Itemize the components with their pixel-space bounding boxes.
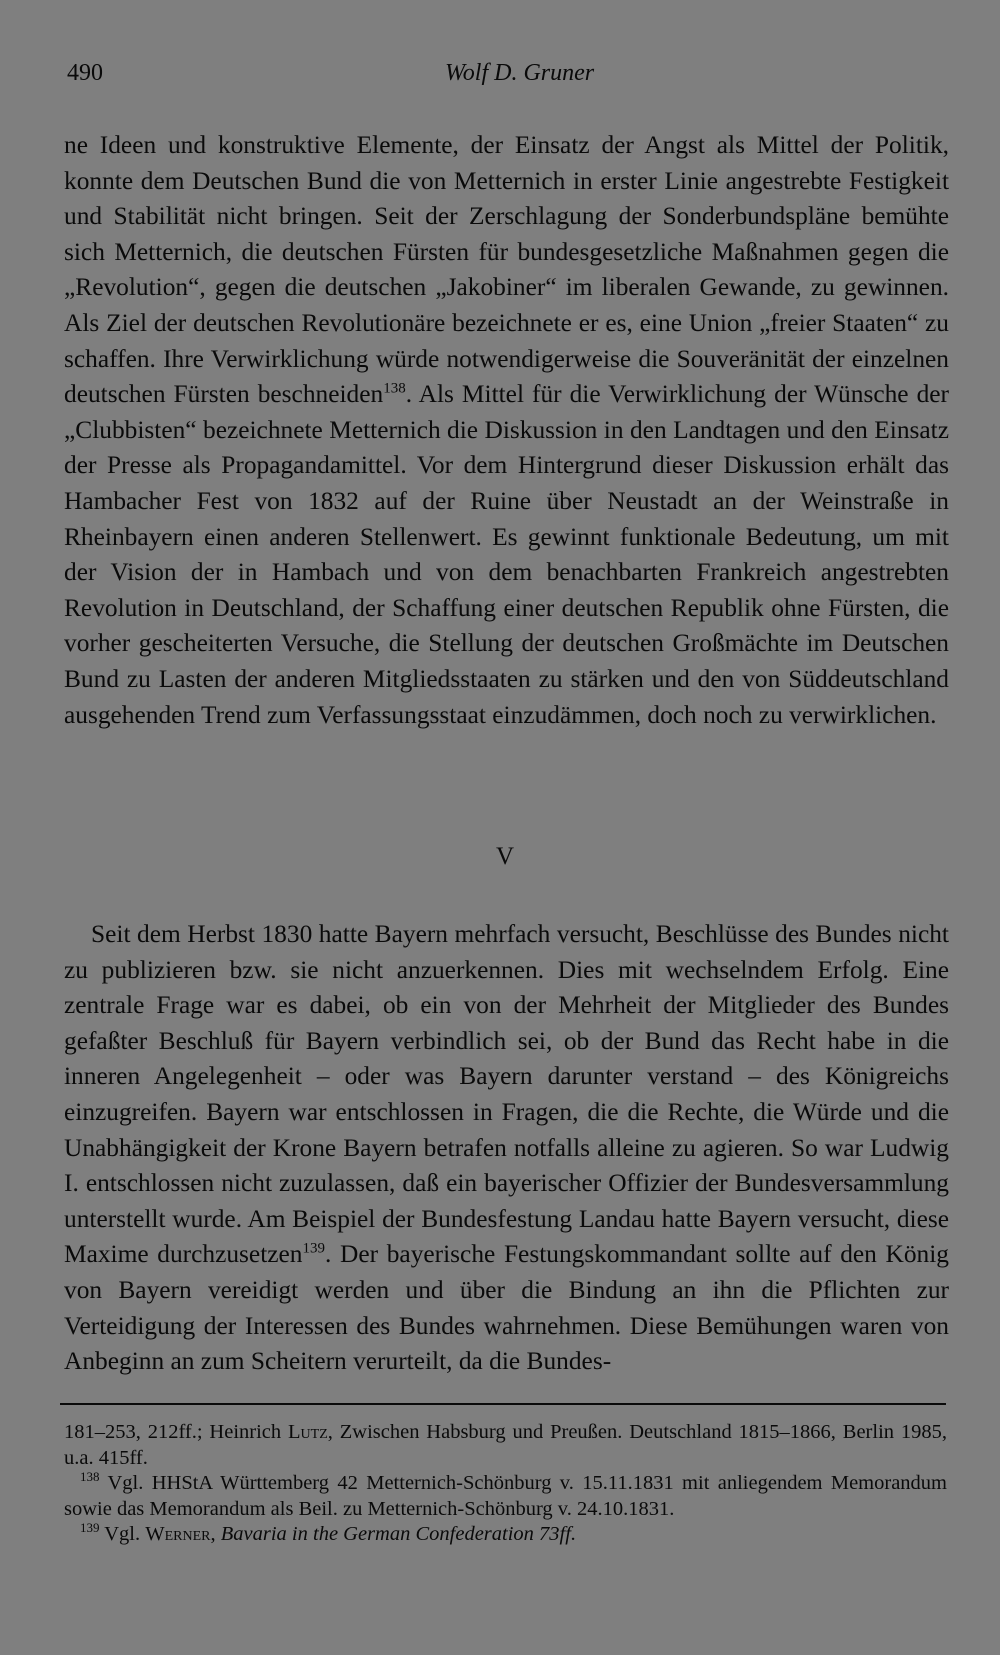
paragraph-text: Seit dem Herbst 1830 hatte Bayern mehrfach versucht, Beschlüsse des Bundes nicht zu publizieren bzw. sie nicht anzuerkennen. Dies mit wechselndem Erfolg. Eine zentrale Frage war es dabei, ob ein von der Mehrheit der Mitglieder des Bundes gefaßter Beschluß für Bayern verbindlich sei, ob der Bund das Recht habe in die inneren Angelegenheit – oder was Bayern darunter verstand – des Königreichs einzugreifen. Bayern war entschlossen in Fragen, die die Rechte, die Würde und die Unabhängigkeit der Krone Bayern betrafen notfalls alleine zu agieren. So war Ludwig I. entschlossen nicht zuzulassen, daß ein bayerischer Offizier der Bundesversammlung unterstellt wurde. Am Beispiel der Bundesfestung Landau hatte Bayern versucht, diese Maxime durchzusetzen: [64, 920, 949, 1269]
footnote-divider: [60, 1403, 946, 1405]
footnotes: [64, 1420, 947, 1548]
footnote-continuation: [64, 1420, 947, 1471]
footnote-text: Vgl. HHStA Württemberg 42 Metternich-Schönburg v. 15.11.1831 mit anliegendem Memorandum sowie das Memorandum als Beil. zu Metternich-Schönburg v. 24.10.1831.: [64, 1472, 947, 1520]
section-heading: V: [495, 843, 515, 870]
footnote-text: 181–253, 212ff.; Heinrich: [64, 1421, 289, 1443]
running-head: Wolf D. Gruner: [445, 60, 595, 86]
footnote-number: 139: [80, 1520, 100, 1536]
footnote-text: 73ff.: [533, 1523, 577, 1545]
footnote-number: 138: [80, 1469, 100, 1485]
footnote-text: ,: [210, 1523, 221, 1545]
paragraph-text: . Als Mittel für die Verwirklichung der Wünsche der „Clubbisten“ bezeichnete Metternich die Diskussion in den Landtagen und den Einsatz der Presse als Propagandamittel. Vor dem Hintergrund dieser Diskussion erhält das Hambacher Fest von 1832 auf der Ruine über Neustadt an der Weinstraße in Rheinbayern einen anderen Stellenwert. Es gewinnt funktionale Bedeutung, um mit der Vision der in Hambach und von dem benachbarten Frankreich angestrebten Revolution in Deutschland, der Schaffung einer deutschen Republik ohne Fürsten, die vorher gescheiterten Versuche, die Stellung der deutschen Großmächte im Deutschen Bund zu Lasten der anderen Mitgliedsstaaten zu stärken und den von Süddeutschland ausgehenden Trend zum Verfassungsstaat einzudämmen, doch noch zu verwirklichen.: [64, 380, 949, 729]
footnote-reference[interactable]: 138: [383, 380, 406, 397]
footnote-text: Vgl.: [99, 1523, 146, 1545]
page-header: [67, 60, 947, 100]
footnote-author: Lutz: [288, 1421, 328, 1443]
footnote-138: [64, 1471, 947, 1522]
body-paragraph: [64, 128, 949, 733]
footnote-title: Bavaria in the German Confederation: [220, 1523, 534, 1545]
body-paragraph: [64, 917, 949, 1380]
paragraph-text: ne Ideen und konstruktive Elemente, der Einsatz der Angst als Mittel der Politik, konnte dem Deutschen Bund die von Metternich in erster Linie angestrebte Festigkeit und Stabilität nicht bringen. Seit der Zerschlagung der Sonderbundspläne bemühte sich Metternich, die deutschen Fürsten für bundesgesetzliche Maßnahmen gegen die „Revolution“, gegen die deutschen „Jakobiner“ im liberalen Gewande, zu gewinnen. Als Ziel der deutschen Revolutionäre bezeichnete er es, eine Union „freier Staaten“ zu schaffen. Ihre Verwirklichung würde notwendigerweise die Souveränität der einzelnen deutschen Fürsten beschneiden: [64, 131, 949, 409]
footnote-139: [64, 1522, 947, 1548]
page-number: 490: [67, 60, 103, 86]
footnote-text: , Zwischen Habsburg und Preußen. Deutschland 1815–1866, Berlin 1985, u.a. 415ff.: [64, 1421, 948, 1469]
paragraph-text: . Der bayerische Festungskommandant sollte auf den König von Bayern vereidigt werden und über die Bindung an ihn die Pflichten zur Verteidigung der Interessen des Bundes wahrnehmen. Diese Bemühungen waren von Anbeginn an zum Scheitern verurteilt, da die Bundes-: [64, 1240, 949, 1376]
footnote-reference[interactable]: 139: [302, 1240, 325, 1257]
footnote-author: Werner: [145, 1523, 211, 1545]
